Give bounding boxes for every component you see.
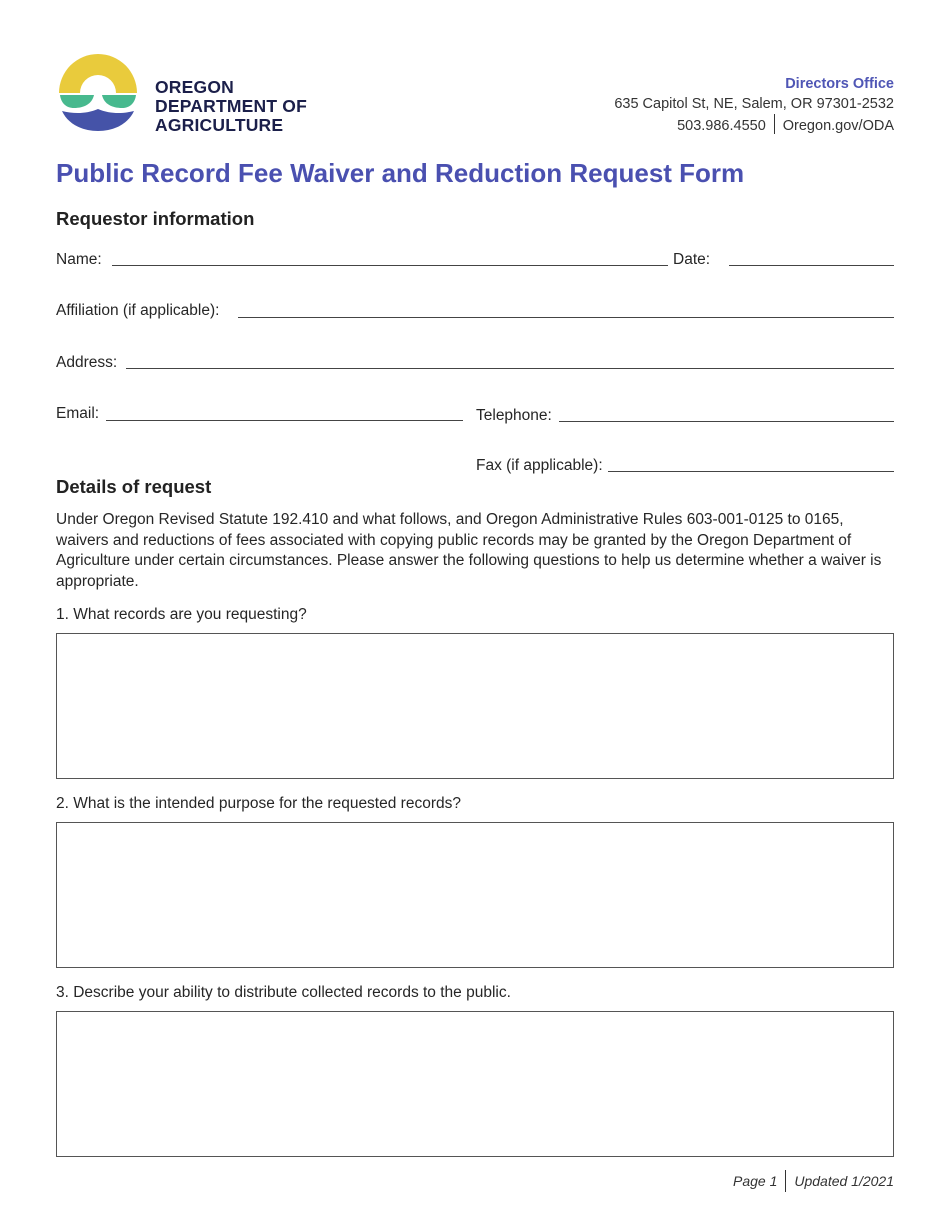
- page-footer: [733, 1170, 894, 1192]
- office-name: Directors Office: [785, 76, 894, 92]
- email-field[interactable]: [106, 420, 463, 421]
- telephone-field[interactable]: [559, 421, 894, 422]
- divider: [774, 114, 775, 134]
- requestor-heading: Requestor information: [56, 208, 255, 229]
- address-label: Address:: [56, 354, 118, 371]
- name-field[interactable]: [112, 265, 668, 266]
- office-phone: 503.986.4550: [677, 118, 766, 134]
- logo-line: OREGON: [155, 77, 234, 97]
- logo-line: AGRICULTURE: [155, 115, 284, 135]
- question-1: 1. What records are you requesting?: [56, 606, 307, 623]
- telephone-label: Telephone:: [476, 407, 552, 424]
- details-heading: Details of request: [56, 476, 212, 497]
- date-label: Date:: [673, 251, 711, 268]
- fax-label: Fax (if applicable):: [476, 457, 603, 474]
- answer-2-textbox[interactable]: [56, 822, 894, 968]
- logo-line: DEPARTMENT OF: [155, 96, 307, 116]
- address-field[interactable]: [126, 368, 894, 369]
- divider: [785, 1170, 786, 1192]
- oda-logo-icon: [58, 54, 138, 132]
- answer-1-textbox[interactable]: [56, 633, 894, 779]
- office-website-link[interactable]: Oregon.gov/ODA: [782, 118, 894, 134]
- name-label: Name:: [56, 251, 102, 268]
- answer-3-textbox[interactable]: [56, 1011, 894, 1157]
- email-label: Email:: [56, 405, 100, 422]
- date-field[interactable]: [729, 265, 894, 266]
- question-2: 2. What is the intended purpose for the requested records?: [56, 795, 461, 812]
- office-address: 635 Capitol St, NE, Salem, OR 97301-2532: [614, 96, 894, 112]
- contact-block: [614, 74, 894, 136]
- affiliation-field[interactable]: [238, 317, 894, 318]
- details-intro: Under Oregon Revised Statute 192.410 and what follows, and Oregon Administrative Rules 603-001-0125 to 0165, waivers and reductions of fees associated with copying public records may be granted by the Oregon Department of Agriculture under certain circumstances. Please answer the following questions to help us determine whether a waiver is appropriate.: [56, 511, 882, 590]
- form-title: Public Record Fee Waiver and Reduction Request Form: [56, 158, 745, 188]
- page-number: Page 1: [732, 1173, 778, 1189]
- question-3: 3. Describe your ability to distribute collected records to the public.: [56, 984, 511, 1001]
- updated-date: Updated 1/2021: [794, 1173, 894, 1189]
- affiliation-label: Affiliation (if applicable):: [56, 302, 220, 319]
- fax-field[interactable]: [608, 471, 894, 472]
- logo-wordmark: [155, 78, 307, 135]
